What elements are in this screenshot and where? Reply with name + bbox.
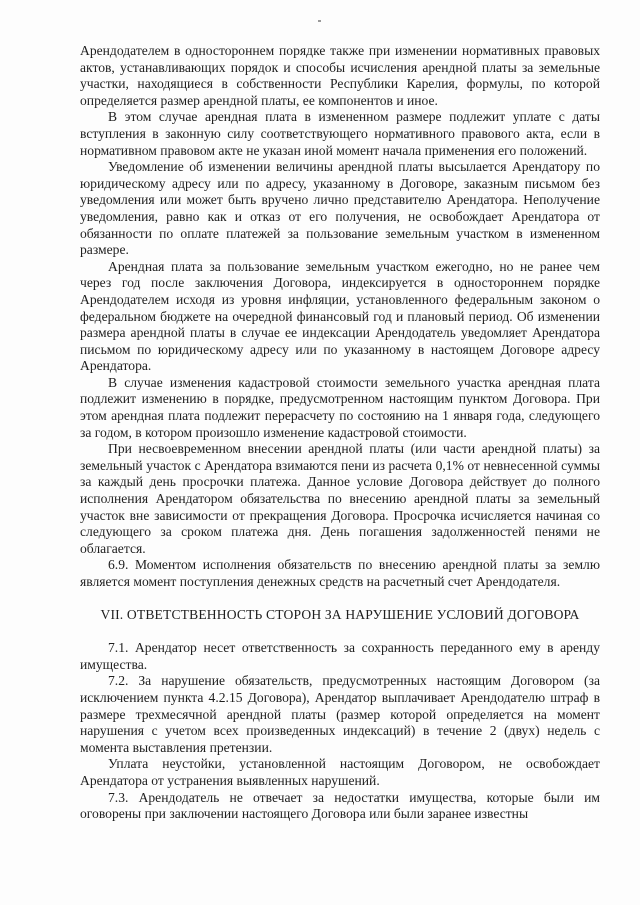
paragraph-7-2: 7.2. За нарушение обязательств, предусмотренных настоящим Договором (за исключением пункта 4.2.15 Договора), Арендатор выплачивает Арендодателю штраф в размере трехмесячной арендной платы (размер которой определяется на момент нарушения с учетом всех произведенных индексаций) в течение 2 (двух) недель с момента выставления претензии.: [80, 673, 600, 755]
paragraph-cadastral-value: В случае изменения кадастровой стоимости земельного участка арендная плата подлежит изменению в порядке, предусмотренном настоящим пунктом Договора. При этом арендная плата подлежит перерасчету по состоянию на 1 января года, следующего за годом, в котором произошло изменение кадастровой стоимости.: [80, 374, 600, 440]
paragraph-penalty-payment: Уплата неустойки, установленной настоящим Договором, не освобождает Арендатора от устранения выявленных нарушений.: [80, 756, 600, 788]
paragraph-continuation: Арендодателем в одностороннем порядке также при изменении нормативных правовых актов, устанавливающих порядок и способы исчисления арендной платы за земельные участки, находящиеся в собственности Республики Карелия, формулы, по которой определяется размер арендной платы, ее компонентов и иное.: [80, 43, 600, 108]
paragraph-rent-indexation: Арендная плата за пользование земельным участком ежегодно, но не ранее чем через год после заключения Договора, индексируется в одностороннем порядке Арендодателем исходя из уровня инфляции, установленного федеральным законом о федеральном бюджете на очередной финансовый год и плановый период. Об изменении размера арендной платы в случае ее индексации Арендодатель уведомляет Арендатора письмом по юридическому адресу или по указанному в настоящем Договоре адресу Арендатора.: [80, 258, 600, 374]
scan-mark: [318, 20, 321, 22]
paragraph-7-1: 7.1. Арендатор несет ответственность за сохранность переданного ему в аренду имущества.: [80, 640, 600, 672]
paragraph-late-payment-penalty: При несвоевременном внесении арендной платы (или части арендной платы) за земельный участок с Арендатора взимаются пени из расчета 0,1% от невнесенной суммы за каждый день просрочки платежа. Данное условие Договора действует до полного исполнения Арендатором обязательства по внесению арендной платы за земельный участок вне зависимости от прекращения Договора. Просрочка исчисляется начиная со следующего за сроком платежа дня. День погашения задолженностей пенями не облагается.: [80, 441, 600, 556]
paragraph-7-3: 7.3. Арендодатель не отвечает за недостатки имущества, которые были им оговорены при заключении настоящего Договора или были заранее известны: [80, 789, 600, 822]
document-body: [80, 43, 600, 823]
paragraph-rent-effective-date: В этом случае арендная плата в измененном размере подлежит уплате с даты вступления в законную силу соответствующего нормативного правового акта, если в нормативном правовом акте не указан иной момент начала применения его положений.: [80, 109, 600, 158]
section-title: VII. ОТВЕТСТВЕННОСТЬ СТОРОН ЗА НАРУШЕНИЕ УСЛОВИЙ ДОГОВОРА: [100, 606, 580, 622]
paragraph-6-9: 6.9. Моментом исполнения обязательств по внесению арендной платы за землю является момент поступления денежных средств на расчетный счет Арендодателя.: [80, 557, 600, 589]
paragraph-rent-notification: Уведомление об изменении величины арендной платы высылается Арендатору по юридическому адресу или по адресу, указанному в Договоре, заказным письмом без уведомления или может быть вручено лично представителю Арендатора. Неполучение уведомления, равно как и отказ от его получения, не освобождает Арендатора от обязанности по оплате платежей за пользование земельным участком в измененном размере.: [80, 159, 600, 258]
